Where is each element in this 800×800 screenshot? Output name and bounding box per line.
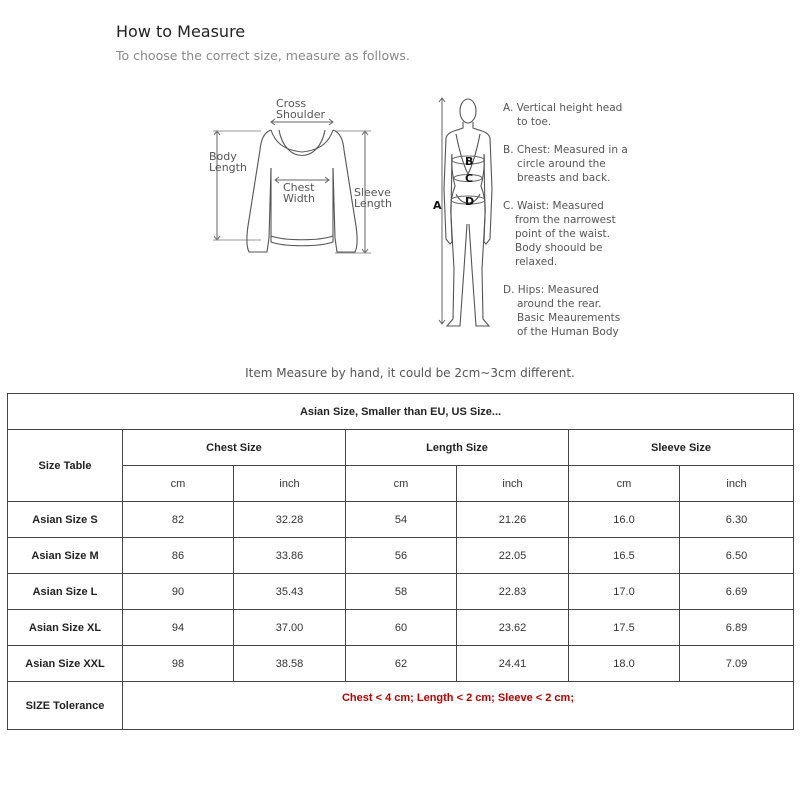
table-cell: 38.58 xyxy=(234,646,346,682)
table-cell: 6.69 xyxy=(680,574,794,610)
table-row xyxy=(8,574,794,610)
table-cell: 62 xyxy=(346,646,457,682)
table-cell: 90 xyxy=(123,574,234,610)
unit-header: cm xyxy=(569,466,680,502)
table-cell: 17.0 xyxy=(569,574,680,610)
table-caption: Asian Size, Smaller than EU, US Size... xyxy=(8,394,794,430)
page-subtitle: To choose the correct size, measure as follows. xyxy=(116,48,410,63)
sweater-diagram-illustration xyxy=(205,98,380,258)
table-row xyxy=(8,538,794,574)
table-row xyxy=(8,502,794,538)
measurement-disclaimer: Item Measure by hand, it could be 2cm~3cm different. xyxy=(245,366,575,380)
row-label: Asian Size L xyxy=(8,574,123,610)
table-cell: 6.89 xyxy=(680,610,794,646)
body-letter-a: A xyxy=(433,199,442,212)
table-cell: 98 xyxy=(123,646,234,682)
unit-header: inch xyxy=(234,466,346,502)
table-cell: 35.43 xyxy=(234,574,346,610)
table-cell: 22.83 xyxy=(457,574,569,610)
sleeve-size-header: Sleeve Size xyxy=(569,430,794,466)
table-cell: 94 xyxy=(123,610,234,646)
table-cell: 17.5 xyxy=(569,610,680,646)
table-cell: 16.0 xyxy=(569,502,680,538)
row-label: Asian Size XL xyxy=(8,610,123,646)
table-cell: 24.41 xyxy=(457,646,569,682)
unit-header: cm xyxy=(123,466,234,502)
body-letter-b: B xyxy=(465,155,474,168)
note-c-waist: C. Waist: Measured from the narrowest point of the waist. Body shoould be relaxed. xyxy=(503,200,616,268)
table-cell: 58 xyxy=(346,574,457,610)
body-length-label: Body Length xyxy=(209,150,247,174)
page-title: How to Measure xyxy=(116,22,246,41)
body-letter-c: C xyxy=(465,172,474,185)
chest-width-label: Chest Width xyxy=(283,181,315,205)
table-cell: 32.28 xyxy=(234,502,346,538)
table-cell: 56 xyxy=(346,538,457,574)
row-label: Asian Size XXL xyxy=(8,646,123,682)
table-cell: 23.62 xyxy=(457,610,569,646)
cross-shoulder-label: Cross Shoulder xyxy=(276,97,325,121)
table-cell: 16.5 xyxy=(569,538,680,574)
size-tolerance-value: Chest < 4 cm; Length < 2 cm; Sleeve < 2 cm; xyxy=(123,682,794,730)
table-cell: 82 xyxy=(123,502,234,538)
unit-header: inch xyxy=(680,466,794,502)
table-cell: 21.26 xyxy=(457,502,569,538)
sleeve-length-label: Sleeve Length xyxy=(354,186,392,210)
table-cell: 33.86 xyxy=(234,538,346,574)
note-a-height: A. Vertical height head to toe. xyxy=(503,102,623,128)
unit-header: cm xyxy=(346,466,457,502)
row-label: Asian Size M xyxy=(8,538,123,574)
table-cell: 6.50 xyxy=(680,538,794,574)
table-cell: 54 xyxy=(346,502,457,538)
table-row xyxy=(8,646,794,682)
length-size-header: Length Size xyxy=(346,430,569,466)
size-tolerance-label: SIZE Tolerance xyxy=(8,682,123,730)
table-cell: 86 xyxy=(123,538,234,574)
table-cell: 18.0 xyxy=(569,646,680,682)
table-row xyxy=(8,610,794,646)
note-b-chest: B. Chest: Measured in a circle around the breasts and back. xyxy=(503,144,628,184)
table-cell: 22.05 xyxy=(457,538,569,574)
chest-size-header: Chest Size xyxy=(123,430,346,466)
body-figure-illustration xyxy=(420,94,500,330)
body-letter-d: D xyxy=(465,195,475,208)
unit-header: inch xyxy=(457,466,569,502)
size-table xyxy=(7,393,794,730)
size-table-corner: Size Table xyxy=(8,430,123,502)
note-d-hips: D. Hips: Measured around the rear. Basic Meaurements of the Human Body xyxy=(503,284,621,338)
row-label: Asian Size S xyxy=(8,502,123,538)
table-cell: 7.09 xyxy=(680,646,794,682)
table-cell: 37.00 xyxy=(234,610,346,646)
table-cell: 6.30 xyxy=(680,502,794,538)
table-cell: 60 xyxy=(346,610,457,646)
